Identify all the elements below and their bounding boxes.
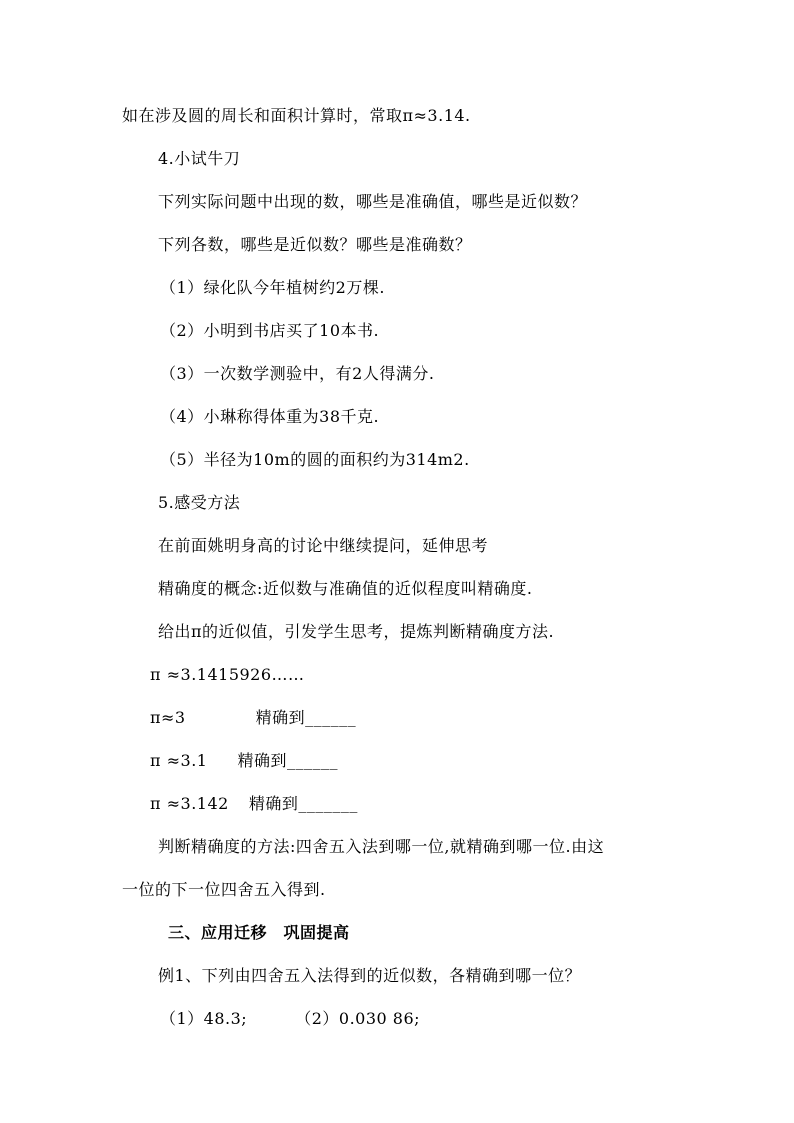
text-line: 如在涉及圆的周长和面积计算时，常取π≈3.14.	[122, 106, 471, 125]
text-line: 给出π的近似值，引发学生思考，提炼判断精确度方法.	[158, 622, 555, 641]
text-line: 下列实际问题中出现的数，哪些是准确值，哪些是近似数？	[158, 192, 588, 211]
pi-value: π≈3	[150, 708, 186, 727]
list-item: （1）绿化队今年植树约2万棵.	[160, 278, 385, 297]
section-heading: 4.小试牛刀	[158, 149, 241, 168]
text-line: 在前面姚明身高的讨论中继续提问，延伸思考	[158, 536, 489, 555]
list-item: （4）小琳称得体重为38千克.	[160, 407, 380, 426]
precision-blank: 精确到______	[237, 751, 338, 770]
text-line: 下列各数，哪些是近似数？哪些是准确数？	[158, 235, 472, 254]
text-line: 一位的下一位四舍五入得到.	[122, 880, 326, 899]
precision-blank: 精确到_______	[248, 794, 358, 813]
section-heading: 5.感受方法	[158, 493, 241, 512]
example-item: （2）0.030 86;	[295, 1009, 421, 1028]
chapter-heading: 三、应用迁移 巩固提高	[168, 923, 350, 942]
list-item: （5）半径为10m的圆的面积约为314m2.	[160, 450, 470, 469]
list-item: （3）一次数学测验中，有2人得满分.	[160, 364, 435, 383]
example-items	[160, 1009, 420, 1029]
example-question: 例1、下列由四舍五入法得到的近似数，各精确到哪一位？	[158, 966, 582, 985]
text-line: 判断精确度的方法:四舍五入法到哪一位,就精确到哪一位.由这	[158, 837, 605, 856]
pi-value: π ≈3.142	[150, 794, 229, 813]
precision-blank: 精确到______	[255, 708, 357, 727]
pi-row	[150, 708, 356, 728]
pi-row	[150, 794, 358, 814]
text-line: 精确度的概念:近似数与准确值的近似程度叫精确度.	[158, 579, 533, 598]
pi-value: π ≈3.1	[150, 751, 208, 770]
pi-expansion: π ≈3.1415926……	[150, 665, 305, 684]
example-item: （1）48.3;	[160, 1009, 248, 1028]
pi-row	[150, 751, 338, 771]
list-item: （2）小明到书店买了10本书.	[160, 321, 380, 340]
